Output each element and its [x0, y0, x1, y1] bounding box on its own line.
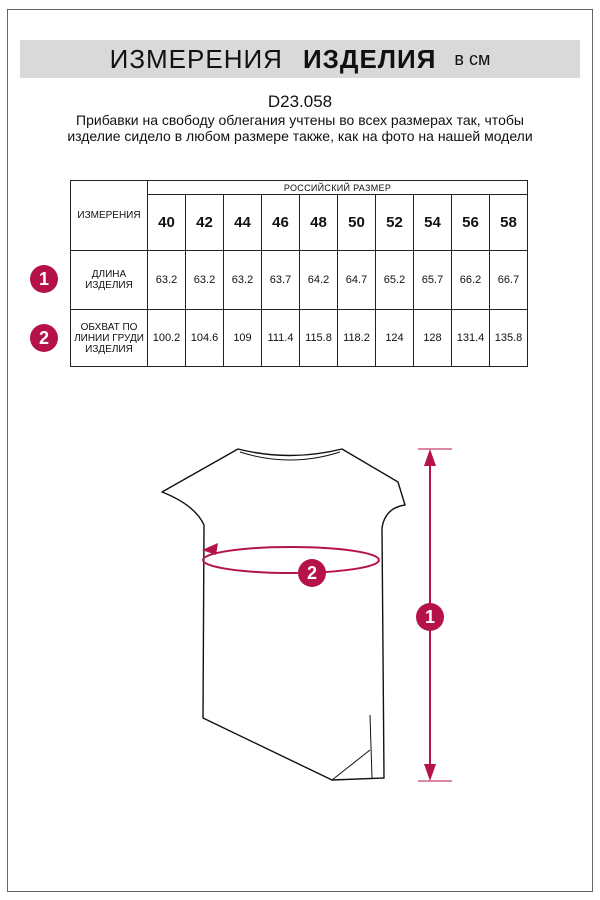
measurements-header: ИЗМЕРЕНИЯ — [71, 181, 148, 251]
table-cell: 64.7 — [338, 251, 376, 310]
size-header: 50 — [338, 195, 376, 251]
table-cell: 131.4 — [452, 310, 490, 367]
title-part2: ИЗДЕЛИЯ — [302, 43, 437, 74]
size-header: 58 — [490, 195, 528, 251]
diagram-marker-length: 1 — [416, 603, 444, 631]
title-unit: в см — [454, 48, 491, 69]
table-cell: 63.2 — [186, 251, 224, 310]
diagram-marker-chest: 2 — [298, 559, 326, 587]
fit-note: Прибавки на свободу облегания учтены во всех размерах так, чтобы изделие сидело в любом размере также, как на фото на нашей модели — [67, 112, 533, 144]
table-cell: 124 — [376, 310, 414, 367]
table-cell: 65.7 — [414, 251, 452, 310]
length-arrow-bottom — [424, 764, 436, 781]
table-cell: 63.2 — [224, 251, 262, 310]
table-cell: 63.2 — [148, 251, 186, 310]
table-cell: 115.8 — [300, 310, 338, 367]
size-header: 42 — [186, 195, 224, 251]
table-cell: 66.7 — [490, 251, 528, 310]
length-arrow-top — [424, 449, 436, 466]
table-cell: 118.2 — [338, 310, 376, 367]
table-cell: 128 — [414, 310, 452, 367]
row-label-chest: ОБХВАТ ПО ЛИНИИ ГРУДИ ИЗДЕЛИЯ — [71, 310, 148, 367]
size-header: 54 — [414, 195, 452, 251]
size-header: 44 — [224, 195, 262, 251]
chest-measure-line — [203, 547, 379, 573]
table-cell: 100.2 — [148, 310, 186, 367]
table-cell: 66.2 — [452, 251, 490, 310]
table-cell: 111.4 — [262, 310, 300, 367]
title-part1: ИЗМЕРЕНИЯ — [109, 43, 283, 74]
table-cell: 63.7 — [262, 251, 300, 310]
row-marker-1: 1 — [30, 265, 58, 293]
table-cell: 65.2 — [376, 251, 414, 310]
row-label-length: ДЛИНА ИЗДЕЛИЯ — [71, 251, 148, 310]
size-header: 56 — [452, 195, 490, 251]
table-cell: 104.6 — [186, 310, 224, 367]
table-cell: 64.2 — [300, 251, 338, 310]
size-group-header: РОССИЙСКИЙ РАЗМЕР — [148, 181, 528, 195]
size-header: 46 — [262, 195, 300, 251]
side-slit — [332, 715, 372, 780]
product-code: D23.058 — [267, 92, 333, 111]
row-marker-2: 2 — [30, 324, 58, 352]
size-header: 52 — [376, 195, 414, 251]
garment-outline — [162, 449, 405, 780]
table-cell: 109 — [224, 310, 262, 367]
table-cell: 135.8 — [490, 310, 528, 367]
size-header: 40 — [148, 195, 186, 251]
size-header: 48 — [300, 195, 338, 251]
